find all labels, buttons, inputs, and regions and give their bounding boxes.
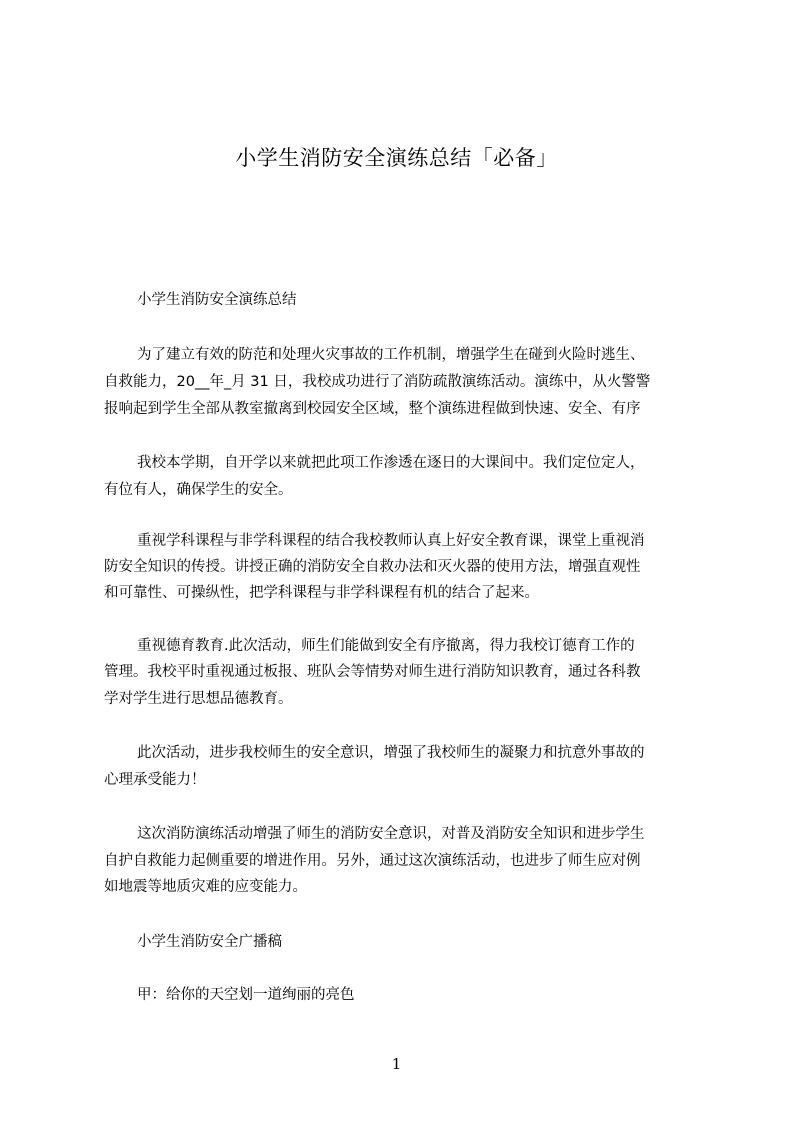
page-number: 1 xyxy=(391,1055,402,1073)
paragraph-line: 我校本学期，自开学以来就把此项工作渗透在逐日的大课间中。我们定位定人， xyxy=(137,455,645,471)
paragraph-line: 有位有人，确保学生的安全。 xyxy=(104,482,293,498)
paragraph-line: 重视学科课程与非学科课程的结合我校教师认真上好安全教育课，课堂上重视消 xyxy=(137,533,645,549)
section-heading: 小学生消防安全演练总结 xyxy=(137,292,297,308)
section-heading: 小学生消防安全广播稿 xyxy=(137,934,282,950)
paragraph-line: 如地震等地质灾难的应变能力。 xyxy=(104,879,307,895)
paragraph-line: 为了建立有效的防范和处理火灾事故的工作机制，增强学生在碰到火险时逃生、 xyxy=(137,347,645,363)
paragraph-line: 心理承受能力！ xyxy=(104,772,206,788)
paragraph-line: 和可靠性、可操纵性，把学科课程与非学科课程有机的结合了起来。 xyxy=(104,585,539,601)
paragraph-line: 重视德育教育.此次活动，师生们能做到安全有序撤离，得力我校订德育工作的 xyxy=(137,638,635,654)
paragraph-line: 防安全知识的传授。讲授正确的消防安全自救办法和灭火器的使用方法，增强直观性 xyxy=(104,559,641,575)
paragraph-line: 自救能力，20__年_月 31 日，我校成功进行了消防疏散演练活动。演练中，从火警警 xyxy=(104,374,651,390)
paragraph-line: 学对学生进行思想品德教育。 xyxy=(104,691,293,707)
paragraph-line: 甲：给你的天空划一道绚丽的亮色 xyxy=(137,987,355,1003)
paragraph-line: 管理。我校平时重视通过板报、班队会等情势对师生进行消防知识教育，通过各科教 xyxy=(104,664,641,680)
page-title: 小学生消防安全演练总结「必备」 xyxy=(235,146,558,170)
paragraph-line: 此次活动，进步我校师生的安全意识，增强了我校师生的凝聚力和抗意外事故的 xyxy=(137,745,645,761)
paragraph-line: 报响起到学生全部从教室撤离到校园安全区域，整个演练进程做到快速、安全、有序 xyxy=(104,401,641,417)
paragraph-line: 自护自救能力起侧重要的增进作用。另外，通过这次演练活动，也进步了师生应对例 xyxy=(104,853,641,869)
paragraph-line: 这次消防演练活动增强了师生的消防安全意识，对普及消防安全知识和进步学生 xyxy=(137,826,645,842)
